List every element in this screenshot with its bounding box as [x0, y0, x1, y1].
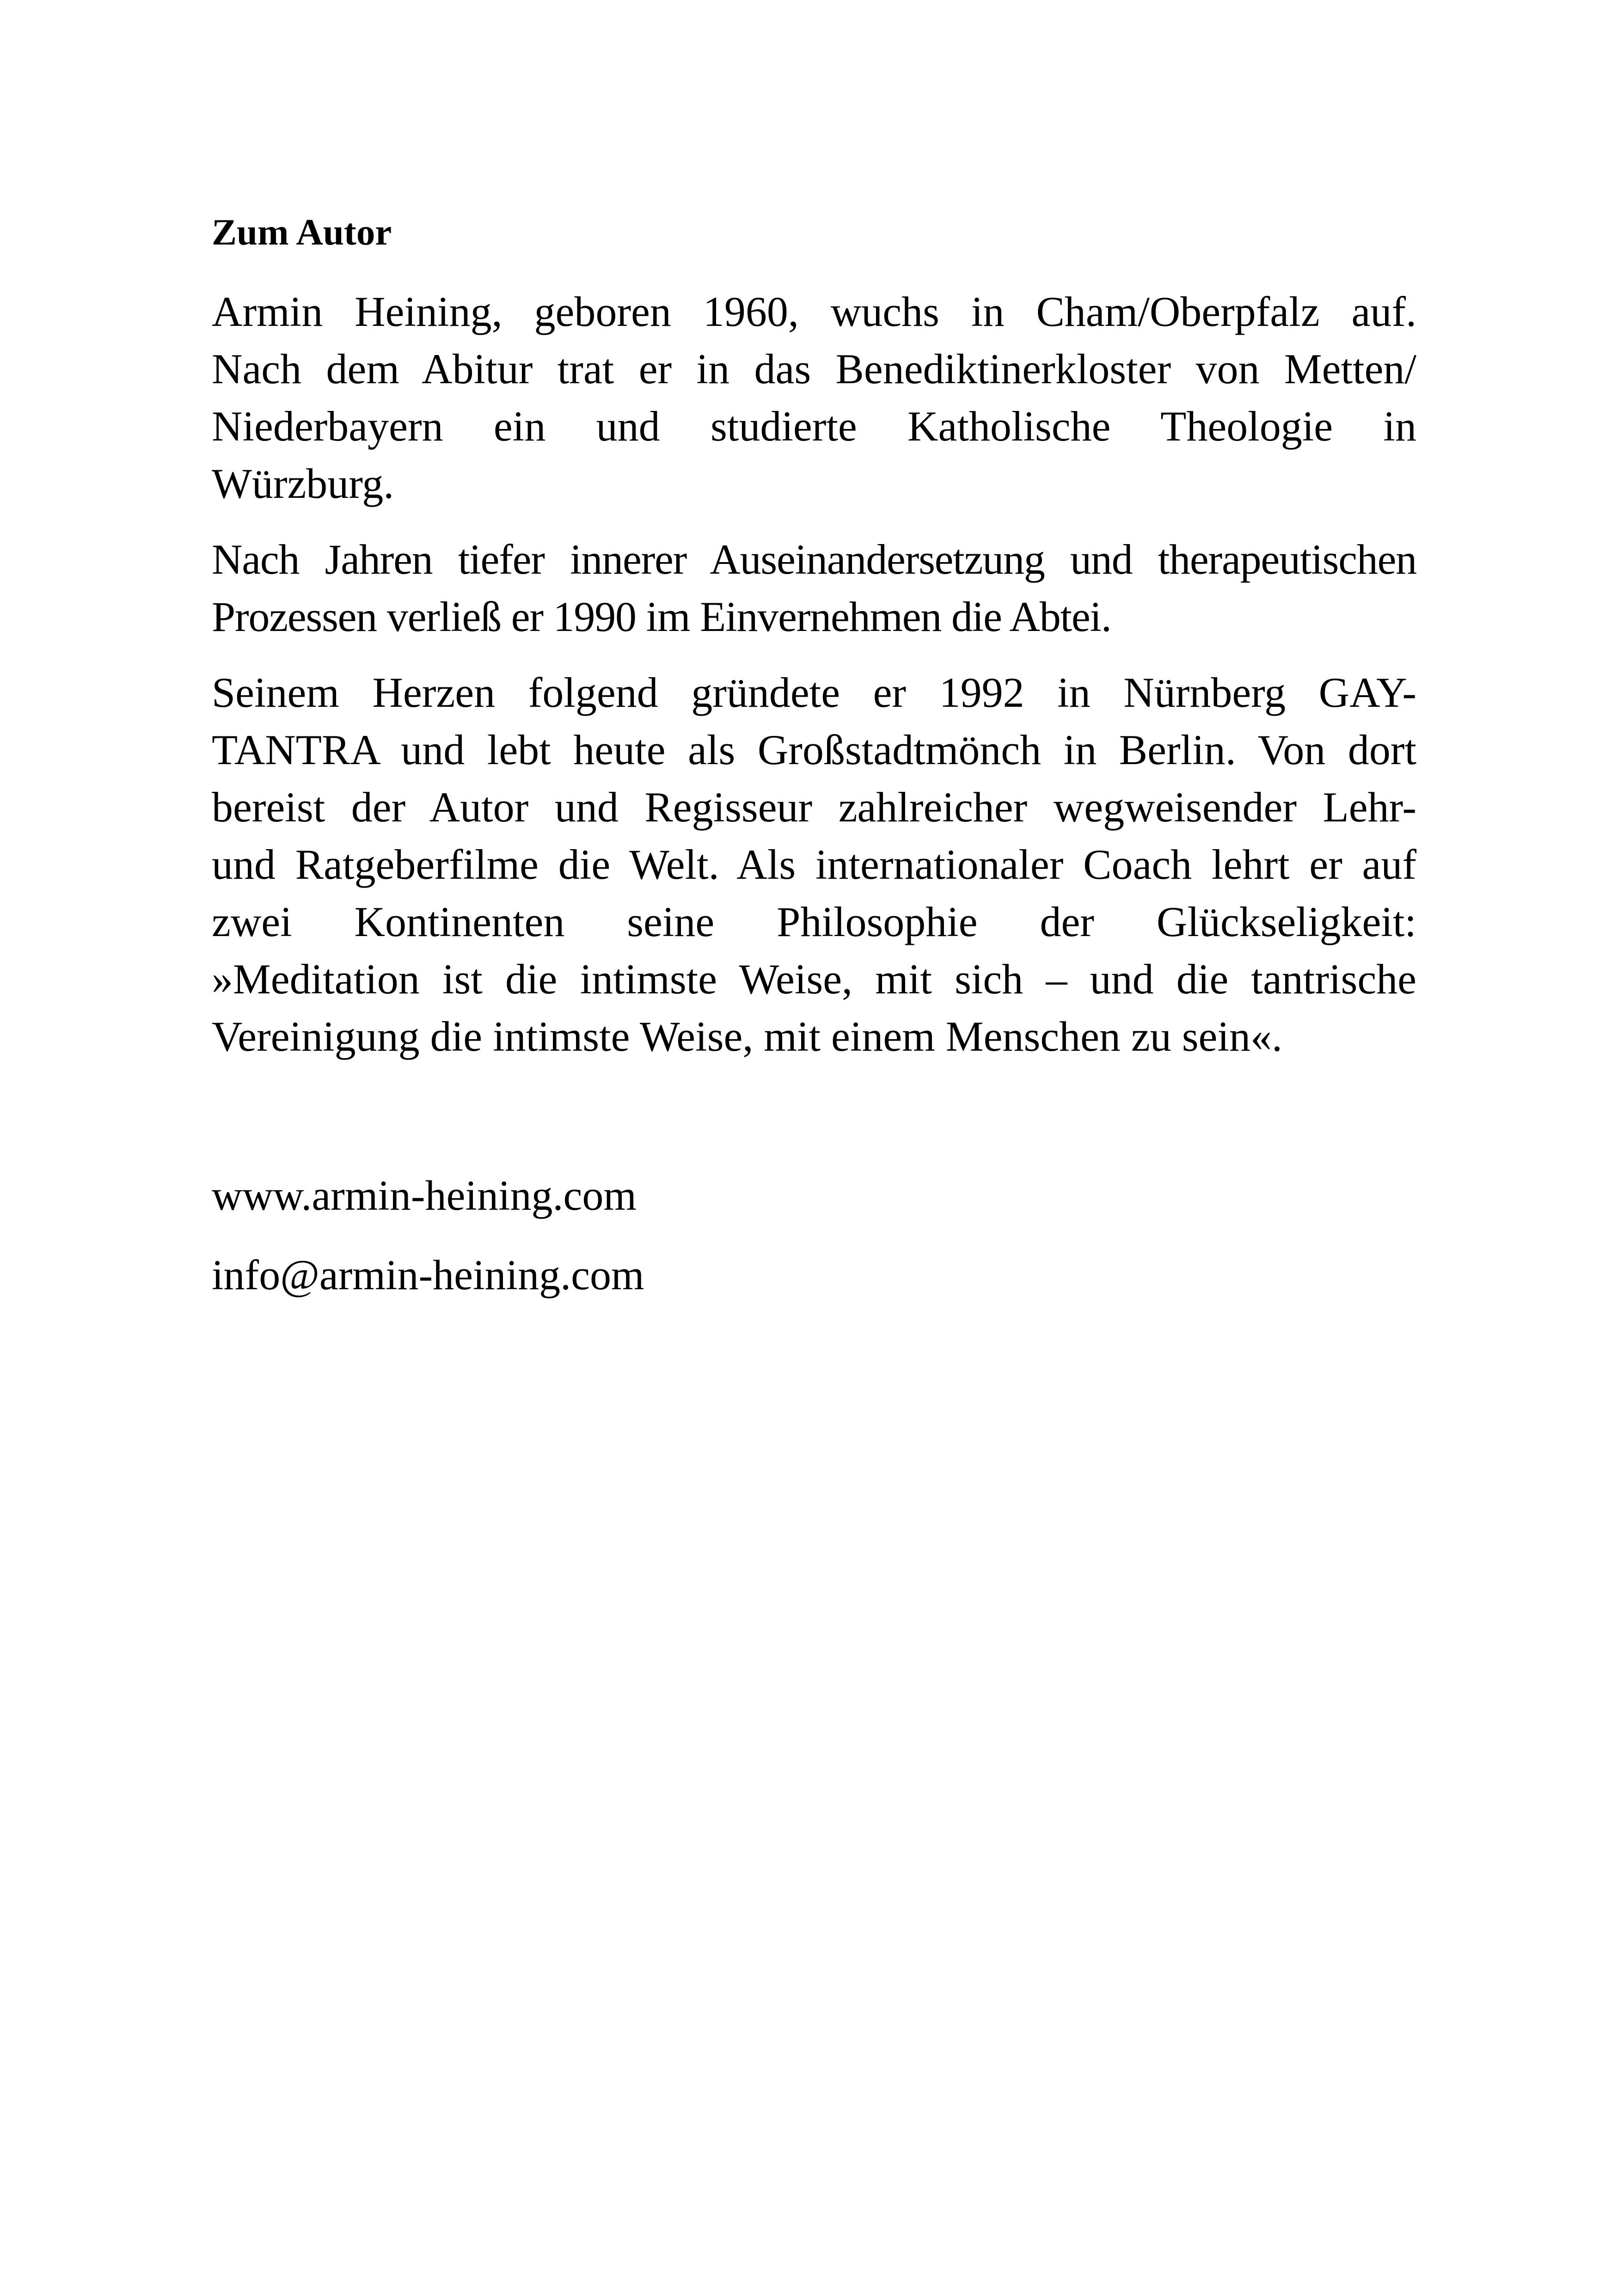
text-line: Niederbayern ein und studierte Katholische Theologie in: [212, 403, 1416, 450]
text-line: und Ratgeberfilme die Welt. Als internationaler Coach lehrt er auf: [212, 841, 1416, 888]
text-line: Seinem Herzen folgend gründete er 1992 in Nürnberg GAY-: [212, 669, 1416, 716]
website-link[interactable]: www.armin-heining.com: [212, 1172, 637, 1219]
contact-block: [212, 1167, 1416, 1304]
text-line: »Meditation ist die intimste Weise, mit sich – und die tantrische: [212, 955, 1416, 1003]
section-heading: Zum Autor: [212, 211, 392, 253]
bio-paragraph-1: [212, 283, 1416, 512]
bio-paragraph-2: [212, 531, 1416, 645]
text-line: TANTRA und lebt heute als Großstadtmönch in Berlin. Von dort: [212, 726, 1416, 773]
text-line: Vereinigung die intimste Weise, mit einem Menschen zu sein«.: [212, 1013, 1282, 1060]
text-line: bereist der Autor und Regisseur zahlreicher wegweisender Lehr-: [212, 784, 1416, 831]
text-line: Würzburg.: [212, 460, 394, 507]
email-link[interactable]: info@armin-heining.com: [212, 1251, 644, 1298]
author-bio-page: [212, 203, 1416, 1326]
text-line: Prozessen verließ er 1990 im Einvernehmen die Abtei.: [212, 593, 1111, 640]
text-line: Nach dem Abitur trat er in das Benediktinerkloster von Metten/: [212, 345, 1416, 392]
text-line: Armin Heining, geboren 1960, wuchs in Cham/Oberpfalz auf.: [212, 288, 1416, 335]
text-line: Nach Jahren tiefer innerer Auseinandersetzung und therapeutischen: [212, 536, 1416, 583]
bio-paragraph-3: [212, 664, 1416, 1065]
text-line: zwei Kontinenten seine Philosophie der Glückseligkeit:: [212, 898, 1416, 945]
